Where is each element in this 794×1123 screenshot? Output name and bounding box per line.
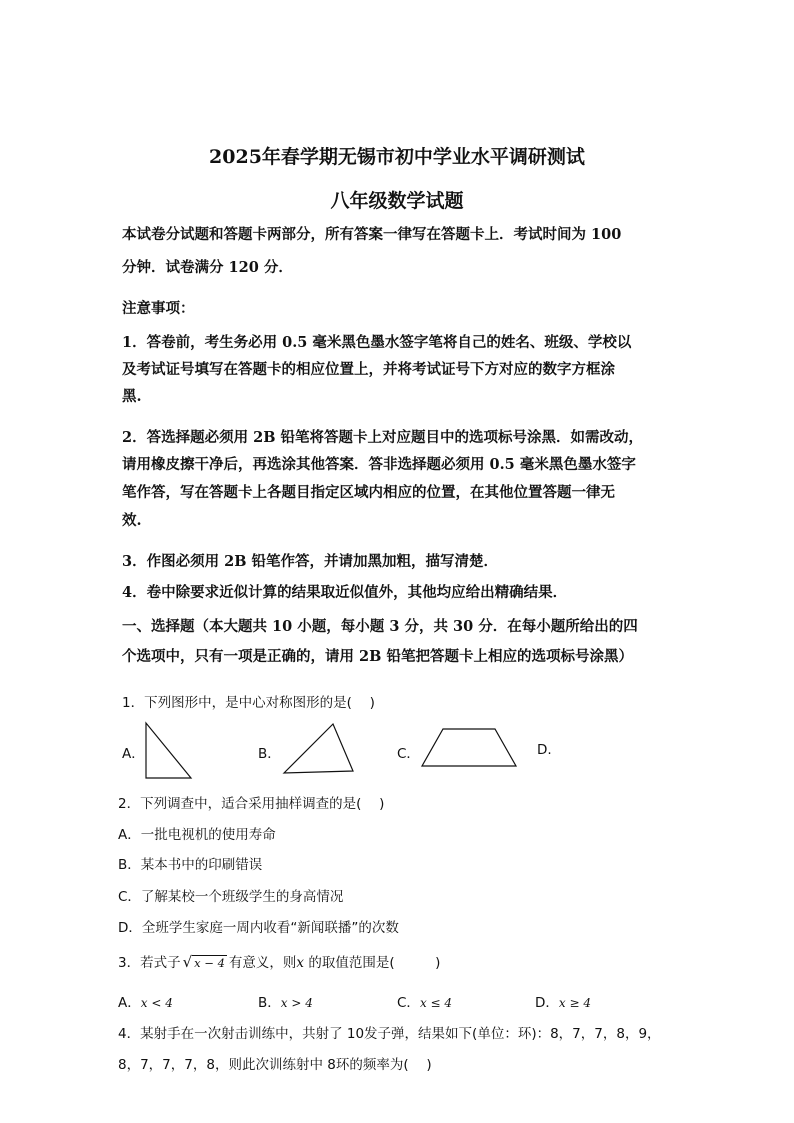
- q1-option-b-label: B．: [258, 746, 281, 762]
- q3-option-b-expr: x > 4: [280, 996, 313, 1010]
- question-4-line-2: 8，7，7，7，8，则此次训练射中 8环的频率为( ): [118, 1057, 432, 1073]
- note-2-line-2: 请用橡皮擦干净后，再选涂其他答案．答非选择题必须用 0.5 毫米黑色墨水签字: [122, 456, 636, 473]
- note-2-line-3: 笔作答，写在答题卡上各题目指定区域内相应的位置，在其他位置答题一律无: [122, 484, 615, 501]
- right-triangle-shape: [146, 723, 191, 778]
- q2-option-c: C．了解某校一个班级学生的身高情况: [118, 889, 344, 905]
- q3-option-b: [258, 991, 313, 1011]
- q1-option-a-triangle-figure: [145, 722, 193, 780]
- q3-option-a-expr: x < 4: [140, 996, 173, 1010]
- page-title: 2025年春学期无锡市初中学业水平调研测试: [209, 146, 585, 168]
- q3-stem-suffix: 的取值范围是( ): [304, 955, 441, 971]
- q3-option-d-label: D．: [535, 995, 559, 1011]
- question-1-stem: 1．下列图形中，是中心对称图形的是( ): [122, 695, 375, 711]
- q1-option-b-triangle-figure: [283, 723, 355, 775]
- sqrt-sign-icon: √: [182, 953, 193, 971]
- q3-option-c: [397, 991, 452, 1011]
- sqrt-radicand: x − 4: [194, 956, 225, 970]
- question-4-line-1: 4．某射手在一次射击训练中，共射了 10发子弹，结果如下(单位：环)：8，7，7，8，9，: [118, 1026, 661, 1042]
- q3-option-c-label: C．: [397, 995, 420, 1011]
- section-1-line-1: 一、选择题（本大题共 10 小题，每小题 3 分，共 30 分．在每小题所给出的四: [122, 618, 638, 635]
- note-1-line-3: 黑.: [122, 388, 142, 405]
- sqrt-expression: [183, 953, 227, 971]
- q3-stem-mid: 有意义，则: [228, 955, 297, 971]
- note-2-line-1: 2．答选择题必须用 2B 铅笔将答题卡上对应题目中的选项标号涂黑．如需改动，: [122, 429, 644, 446]
- q3-option-a: [118, 991, 173, 1011]
- q3-option-d: [535, 991, 591, 1011]
- intro-line-1: 本试卷分试题和答题卡两部分，所有答案一律写在答题卡上．考试时间为 100: [122, 226, 622, 243]
- trapezoid-shape: [422, 729, 516, 766]
- question-3-stem: [118, 951, 440, 971]
- note-3: 3．作图必须用 2B 铅笔作答，并请加黑加粗，描写清楚．: [122, 553, 499, 570]
- intro-line-2: 分钟．试卷满分 120 分．: [122, 259, 293, 276]
- q1-option-c-label: C．: [397, 746, 420, 762]
- q3-stem-prefix: 3．若式子: [118, 955, 181, 971]
- q2-option-b: B．某本书中的印刷错误: [118, 857, 263, 873]
- page-subtitle: 八年级数学试题: [330, 190, 464, 212]
- question-2-stem: 2．下列调查中，适合采用抽样调查的是( ): [118, 796, 385, 812]
- q3-option-d-expr: x ≥ 4: [558, 996, 591, 1010]
- q1-option-c-trapezoid-figure: [421, 728, 519, 768]
- q2-option-d: D．全班学生家庭一周内收看“新闻联播”的次数: [118, 920, 399, 936]
- note-2-line-4: 效.: [122, 512, 142, 529]
- note-1-line-1: 1．答卷前，考生务必用 0.5 毫米黑色墨水签字笔将自己的姓名、班级、学校以: [122, 334, 632, 351]
- notes-heading: 注意事项：: [122, 300, 195, 317]
- section-1-line-2: 个选项中，只有一项是正确的，请用 2B 铅笔把答题卡上相应的选项标号涂黑）: [122, 648, 633, 665]
- note-4: 4．卷中除要求近似计算的结果取近似值外，其他均应给出精确结果．: [122, 584, 568, 601]
- q1-option-a-label: A．: [122, 746, 145, 762]
- scalene-triangle-shape: [284, 724, 353, 773]
- q2-option-a: A．一批电视机的使用寿命: [118, 827, 276, 843]
- q3-option-c-expr: x ≤ 4: [419, 996, 453, 1010]
- q3-option-a-label: A．: [118, 995, 141, 1011]
- q3-option-b-label: B．: [258, 995, 281, 1011]
- note-1-line-2: 及考试证号填写在答题卡的相应位置上，并将考试证号下方对应的数字方框涂: [122, 361, 615, 378]
- q1-option-d-label: D.: [537, 742, 552, 758]
- q3-variable: x: [296, 955, 305, 971]
